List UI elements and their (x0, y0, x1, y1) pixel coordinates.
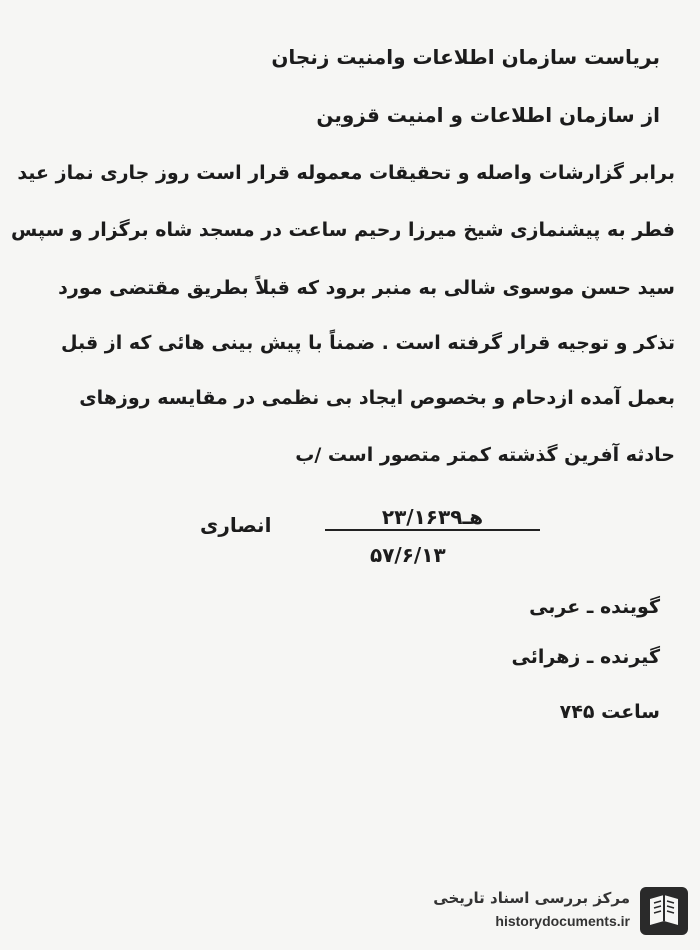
book-logo-icon (638, 885, 690, 937)
recipient-line: بریاست سازمان اطلاعات وامنیت زنجان (271, 45, 660, 69)
body-line: برابر گزارشات واصله و تحقیقات معموله قرار است روز جاری نماز عید (17, 162, 675, 184)
receiver-line: گیرنده ـ زهرائی (511, 646, 660, 668)
watermark-url: historydocuments.ir (495, 913, 630, 929)
reference-number: ۲۳/۱۶۳۹هـ (325, 505, 540, 531)
signature-name: انصاری (200, 513, 272, 537)
watermark-title: مرکز بررسی اسناد تاریخی (433, 889, 630, 907)
body-line: فطر به پیشنمازی شیخ میرزا رحیم ساعت در مسجد شاه برگزار و سپس (11, 219, 675, 241)
speaker-line: گوینده ـ عربی (529, 596, 660, 618)
body-line: بعمل آمده ازدحام و بخصوص ایجاد بی نظمی در مقایسه روزهای (79, 387, 675, 409)
watermark (415, 885, 690, 940)
document-date: ۵۷/۶/۱۳ (370, 543, 446, 567)
time-line: ساعت ۷۴۵ (559, 701, 660, 723)
signature-block (0, 505, 700, 575)
body-line: سید حسن موسوی شالی به منبر برود که قبلاً بطریق مقتضی مورد (58, 277, 675, 299)
body-line: تذکر و توجیه قرار گرفته است . ضمناً با پیش بینی هائی که از قبل (61, 332, 675, 354)
sender-line: از سازمان اطلاعات و امنیت قزوین (316, 103, 660, 127)
body-line: حادثه آفرین گذشته کمتر متصور است /ب (295, 444, 675, 466)
